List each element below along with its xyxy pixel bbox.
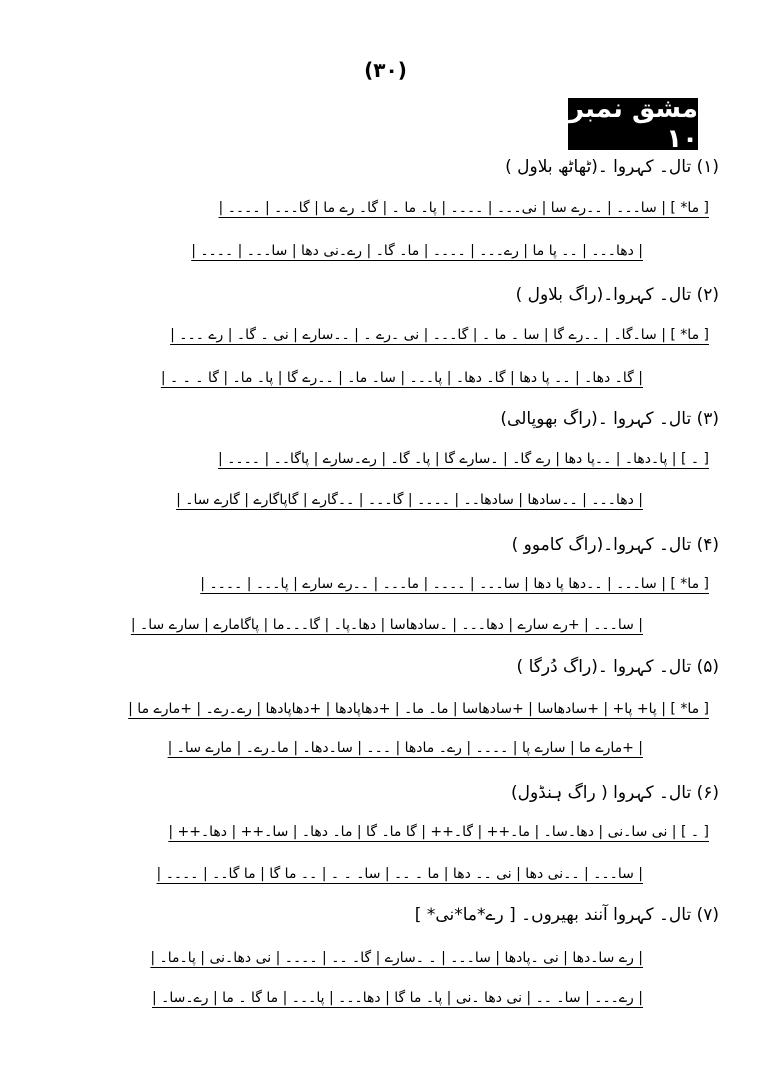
notation-line: | سا۔۔۔ | ۔۔نی دھا | نی ۔۔ دھا | ما ۔ ۔۔ | سا۔ ۔ ۔ | ۔۔ ما گا | ما گا۔۔ | ۔۔۔۔ | (156, 866, 643, 882)
section-heading: (۵) تال۔ کہروا ۔(راگ دُرگا ) (516, 657, 719, 677)
section-heading: (۳) تال۔ کہروا ۔(راگ بھوپالی) (500, 409, 719, 429)
section-heading: (۴) تال۔ کہروا۔(راگ کاموو ) (511, 535, 719, 555)
section-heading: (۷) تال۔ کہروا آنند بھیروں۔ [ رے*ما*نی* ] (414, 905, 719, 925)
section-heading: (۶) تال۔ کہروا ( راگ ہنڈول) (510, 783, 719, 803)
notation-line: | سا۔۔۔ | +رے سارے | دھا۔۔۔ | ۔سادھاسا | دھا۔پا۔ | گا۔۔۔ما | پاگامارے | سارے سا۔ | (130, 617, 643, 633)
section-heading: (۱) تال۔ کہروا ۔(ٹھاٹھ بلاول ) (505, 157, 719, 177)
notation-line: | دھا۔۔۔ | ۔۔ پا ما | رے۔۔۔ | ۔۔۔۔ | ما۔ گا۔ | رے۔نی دھا | سا۔۔۔ | ۔۔۔۔ | (191, 243, 643, 259)
section-heading: (۲) تال۔ کہروا۔(راگ بلاول ) (515, 285, 719, 305)
notation-line: | +مارے ما | سارے پا | ۔۔۔۔ | رے۔ مادھا | ۔۔۔ | سا۔دھا۔ | ما۔رے۔ | مارے سا۔ | (167, 740, 643, 756)
notation-line: [ ما* ] | سا۔۔۔ | ۔۔دھا پا دھا | سا۔۔۔ | ۔۔۔۔ | ما۔۔۔ | ۔۔رے سارے | پا۔۔۔ | ۔۔۔۔ | (200, 576, 709, 592)
notation-line: [ ۔ ] | پا۔دھا۔ | ۔۔پا دھا | رے گا۔ | ۔سارے گا | پا۔ گا۔ | رے۔سارے | پاگا۔۔ | ۔۔۔۔ | (218, 451, 709, 467)
notation-line: [ ۔ ] | نی سا۔نی | دھا۔سا۔ | ما۔++ | گا۔++ | گا ما۔ گا | ما۔ دھا۔ | سا۔++ | دھا۔++ | (168, 824, 709, 840)
notation-line: | دھا۔۔۔ | ۔۔سادھا | سادھا۔۔ | ۔۔۔۔ | گا۔۔۔ | ۔۔گارے | گاپاگارے | گارے سا۔ | (176, 492, 643, 508)
notation-line: | گا۔ دھا۔ | ۔۔ پا دھا | گا۔ دھا۔ | پا۔۔۔ | سا۔ ما۔ | ۔۔رے گا | پا۔ ما۔ | گا ۔ ۔ ۔ | (160, 370, 643, 386)
notation-line: | رے۔۔۔ | سا۔ ۔۔ | نی دھا ۔نی | پا۔ ما گا | دھا۔۔۔ | پا۔۔۔ | ما گا ۔ ما | رے۔سا۔ | (151, 990, 643, 1006)
notation-line: [ ما* ] | پا+ پا+ | +سادھاسا | +سادھاسا | ما۔ ما۔ | +دھاپادھا | +دھاپادھا | رے۔رے۔ | +مارے ما | (128, 701, 709, 717)
notation-line: [ ما* ] | سا۔گا۔ | ۔۔رے گا | سا ۔ ما ۔ | گا۔۔۔ | نی ۔رے ۔ | ۔۔سارے | نی ۔ گا۔ | رے ۔۔۔ | (170, 327, 709, 343)
notation-line: | رے سا۔دھا | نی ۔پادھا | سا۔۔۔ | ۔ ۔سارے | گا۔ ۔۔ | ۔۔۔۔ | نی دھا۔نی | پا۔ما۔ | (150, 950, 643, 966)
notation-line: [ ما* ] | سا۔۔۔ | ۔۔رے سا | نی۔۔۔ | ۔۔۔۔ | پا۔ ما ۔ | گا۔ رے ما | گا۔۔۔ | ۔۔۔۔ | (218, 200, 709, 216)
page-number: (۳۰) (364, 58, 407, 82)
page-title: مشق نمبر ۱۰ (568, 94, 698, 154)
